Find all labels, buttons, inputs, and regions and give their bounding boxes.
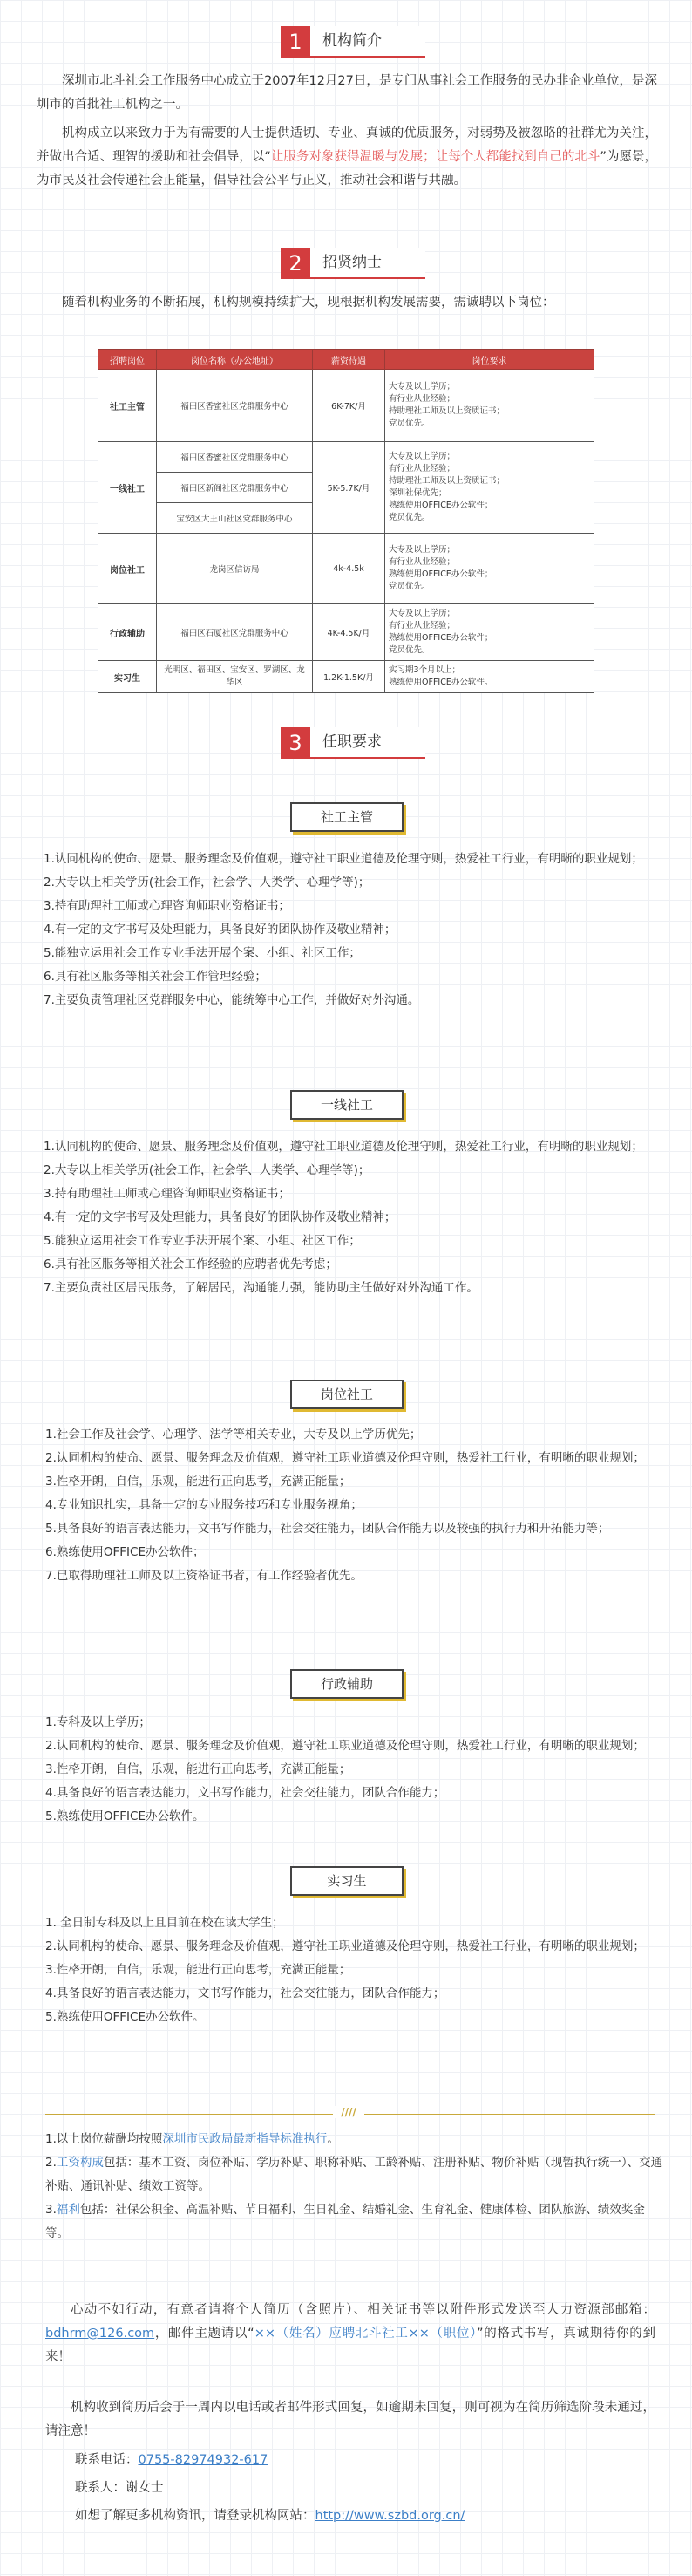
section-number: 1 [281, 26, 310, 58]
requirement-cell: 大专及以上学历； 有行业从业经验； 熟练使用OFFICE办公软件； 党员优先。 [385, 604, 594, 661]
benefit-salary-structure: 2.工资构成包括：基本工资、岗位补贴、学历补贴、职称补贴、工龄补贴、注册补贴、物价补贴（现暂执行统一）、交通补贴、通讯补贴、绩效工资等。 [45, 2156, 663, 2193]
list-item: 5.能独立运用社会工作专业手法开展个案、小组、社区工作； [44, 946, 361, 960]
list-item: 2.大专以上相关学历(社会工作，社会学、人类学、心理学等)； [44, 1163, 370, 1177]
table-row [98, 370, 594, 442]
reply-note-paragraph: 机构收到简历后会于一周内以电话或者邮件形式回复，如逾期未回复，则可视为在简历筛选阶段未通过，请注意！ [45, 2401, 655, 2438]
list-item: 3.性格开朗，自信，乐观，能进行正向思考，充满正能量； [45, 1475, 351, 1489]
role-tag-frontline: 一线社工 [290, 1090, 404, 1120]
role-requirements-list [45, 1912, 664, 2029]
list-item: 5.熟练使用OFFICE办公软件。 [45, 2010, 205, 2024]
list-item: 4.具备良好的语言表达能力，文书写作能力，社会交往能力，团队合作能力； [45, 1987, 445, 2000]
list-item: 7.主要负责管理社区党群服务中心，能统筹中心工作，并做好对外沟通。 [44, 993, 420, 1007]
section-divider [45, 2107, 655, 2117]
list-item: 6.熟练使用OFFICE办公软件； [45, 1545, 205, 1559]
table-header-cell: 岗位要求 [385, 350, 594, 370]
divider-slash-icon: //// [333, 2106, 364, 2118]
list-item: 3.性格开朗，自信，乐观，能进行正向思考，充满正能量； [45, 1762, 351, 1776]
list-item: 6.具有社区服务等相关社会工作管理经验； [44, 970, 267, 984]
list-item: 1. 全日制专科及以上且目前在校在读大学生； [45, 1916, 284, 1930]
list-item: 5.能独立运用社会工作专业手法开展个案、小组、社区工作； [44, 1234, 361, 1248]
apply-paragraph: 心动不如行动，有意者请将个人简历（含照片）、相关证书等以附件形式发送至人力资源部邮箱：bdhrm@126.com，邮件主题请以“××（姓名）应聘北斗社工××（职位）”的格式书写，真诚期待你的到来！ [45, 2303, 655, 2364]
list-item: 4.有一定的文字书写及处理能力，具备良好的团队协作及敬业精神； [44, 1210, 397, 1224]
place-cell: 宝安区大王山社区党群服务中心 [157, 503, 313, 534]
list-item: 1.专科及以上学历； [45, 1715, 151, 1729]
email-link[interactable]: bdhrm@126.com [45, 2327, 155, 2341]
place-cell: 福田区香蜜社区党群服务中心 [157, 370, 313, 442]
table-row [98, 661, 594, 693]
list-item: 4.有一定的文字书写及处理能力，具备良好的团队协作及敬业精神； [44, 923, 397, 937]
list-item: 3.性格开朗，自信，乐观，能进行正向思考，充满正能量； [45, 1963, 351, 1977]
list-item: 7.主要负责社区居民服务，了解居民，沟通能力强，能协助主任做好对外沟通工作。 [44, 1281, 478, 1295]
list-item: 3.持有助理社工师或心理咨询师职业资格证书； [44, 1187, 290, 1201]
list-item: 2.大专以上相关学历(社会工作，社会学、人类学、心理学等)； [44, 876, 370, 889]
role-cell: 岗位社工 [98, 534, 157, 604]
role-cell: 社工主管 [98, 370, 157, 442]
place-cell: 福田区石厦社区党群服务中心 [157, 604, 313, 661]
role-requirements-list [45, 1423, 664, 1588]
section-title: 机构简介 [310, 26, 425, 58]
role-tag-post-social-worker: 岗位社工 [290, 1380, 404, 1409]
contact-phone-line: 联系电话：0755-82974932-617 [75, 2453, 268, 2467]
requirement-cell: 大专及以上学历； 有行业从业经验； 持助理社工师及以上资质证书； 深圳社保优先； 熟练使用OFFICE办公软件； 党员优先。 [385, 442, 594, 534]
role-tag-supervisor: 社工主管 [290, 802, 404, 832]
list-item: 4.具备良好的语言表达能力，文书写作能力，社会交往能力，团队合作能力； [45, 1786, 445, 1800]
recruit-intro: 随着机构业务的不断拓展，机构规模持续扩大，现根据机构发展需要，需诚聘以下岗位： [62, 296, 555, 310]
website-link[interactable]: http://www.szbd.org.cn/ [315, 2509, 465, 2523]
vision-highlight: 让服务对象获得温暖与发展；让每个人都能找到自己的北斗 [270, 150, 600, 164]
benefit-welfare: 3.福利包括：社保公积金、高温补贴、节日福利、生日礼金、结婚礼金、生育礼金、健康体检、团队旅游、绩效奖金等。 [45, 2203, 645, 2240]
place-cell: 福田区新阁社区党群服务中心 [157, 473, 313, 503]
contact-person-line: 联系人：谢女士 [75, 2481, 164, 2495]
benefit-salary-standard: 1.以上岗位薪酬均按照深圳市民政局最新指导标准执行。 [45, 2132, 339, 2146]
place-cell: 福田区香蜜社区党群服务中心 [157, 442, 313, 473]
list-item: 1.认同机构的使命、愿景、服务理念及价值观，遵守社工职业道德及伦理守则，热爱社工行业，有明晰的职业规划； [44, 1140, 643, 1154]
website-line: 如想了解更多机构资讯，请登录机构网站：http://www.szbd.org.cn/ [75, 2509, 465, 2523]
table-row [98, 442, 594, 473]
role-tag-admin-assistant: 行政辅助 [290, 1669, 404, 1699]
section-title: 招贤纳士 [310, 248, 425, 279]
place-cell: 龙岗区信访局 [157, 534, 313, 604]
list-item: 3.持有助理社工师或心理咨询师职业资格证书； [44, 899, 290, 913]
list-item: 1.认同机构的使命、愿景、服务理念及价值观，遵守社工职业道德及伦理守则，热爱社工行业，有明晰的职业规划； [44, 852, 643, 866]
table-header-cell: 薪资待遇 [313, 350, 385, 370]
section-number: 2 [281, 248, 310, 279]
role-requirements-list [45, 1711, 664, 1829]
intro-paragraph-1: 深圳市北斗社会工作服务中心成立于2007年12月27日，是专门从事社会工作服务的民办非企业单位，是深圳市的首批社工机构之一。 [37, 74, 657, 112]
salary-cell: 4K-4.5K/月 [313, 604, 385, 661]
salary-cell: 1.2K-1.5K/月 [313, 661, 385, 693]
place-cell: 光明区、福田区、宝安区、罗湖区、龙华区 [157, 661, 313, 693]
list-item: 7.已取得助理社工师及以上资格证书者，有工作经验者优先。 [45, 1569, 363, 1583]
section-heading-intro [281, 26, 420, 58]
list-item: 2.认同机构的使命、愿景、服务理念及价值观，遵守社工职业道德及伦理守则，热爱社工行业，有明晰的职业规划； [45, 1739, 645, 1753]
section-number: 3 [281, 727, 310, 759]
list-item: 2.认同机构的使命、愿景、服务理念及价值观，遵守社工职业道德及伦理守则，热爱社工行业，有明晰的职业规划； [45, 1939, 645, 1953]
section-title: 任职要求 [310, 727, 425, 759]
role-cell: 行政辅助 [98, 604, 157, 661]
requirement-cell: 大专及以上学历； 有行业从业经验； 熟练使用OFFICE办公软件； 党员优先。 [385, 534, 594, 604]
list-item: 5.具备良好的语言表达能力，文书写作能力，社会交往能力，团队合作能力以及较强的执行力和开拓能力等； [45, 1522, 610, 1536]
list-item: 2.认同机构的使命、愿景、服务理念及价值观，遵守社工职业道德及伦理守则，热爱社工行业，有明晰的职业规划； [45, 1451, 645, 1465]
phone-link[interactable]: 0755-82974932-617 [138, 2453, 268, 2467]
role-tag-intern: 实习生 [290, 1866, 404, 1896]
table-header-cell: 岗位名称（办公地址） [157, 350, 313, 370]
jobs-table [98, 349, 594, 693]
role-requirements-list [44, 1135, 662, 1300]
table-row [98, 604, 594, 661]
list-item: 4.专业知识扎实，具备一定的专业服务技巧和专业服务视角； [45, 1498, 363, 1512]
intro-paragraph-2: 机构成立以来致力于为有需要的人士提供适切、专业、真诚的优质服务，对弱势及被忽略的社群尤为关注，并做出合适、理智的援助和社会倡导，以“让服务对象获得温暖与发展；让每个人都能找到自己的北斗”为愿景，为市民及社会传递社会正能量，倡导社会公平与正义，推动社会和谐与共融。 [37, 126, 657, 187]
list-item: 6.具有社区服务等相关社会工作经验的应聘者优先考虑； [44, 1257, 337, 1271]
role-requirements-list [44, 848, 662, 1012]
requirement-cell: 实习期3个月以上； 熟练使用OFFICE办公软件。 [385, 661, 594, 693]
role-cell: 一线社工 [98, 442, 157, 534]
salary-cell: 6K-7K/月 [313, 370, 385, 442]
table-header-cell: 招聘岗位 [98, 350, 157, 370]
table-row [98, 534, 594, 604]
benefits-list [45, 2128, 664, 2245]
role-cell: 实习生 [98, 661, 157, 693]
email-subject-format: ××（姓名）应聘北斗社工××（职位） [254, 2327, 478, 2341]
salary-cell: 4k-4.5k [313, 534, 385, 604]
requirement-cell: 大专及以上学历； 有行业从业经验； 持助理社工师及以上资质证书； 党员优先。 [385, 370, 594, 442]
list-item: 1.社会工作及社会学、心理学、法学等相关专业，大专及以上学历优先； [45, 1428, 422, 1441]
section-heading-requirements [281, 727, 420, 759]
list-item: 5.熟练使用OFFICE办公软件。 [45, 1809, 205, 1823]
salary-cell: 5K-5.7K/月 [313, 442, 385, 534]
table-header-row [98, 350, 594, 370]
section-heading-recruit [281, 248, 420, 279]
